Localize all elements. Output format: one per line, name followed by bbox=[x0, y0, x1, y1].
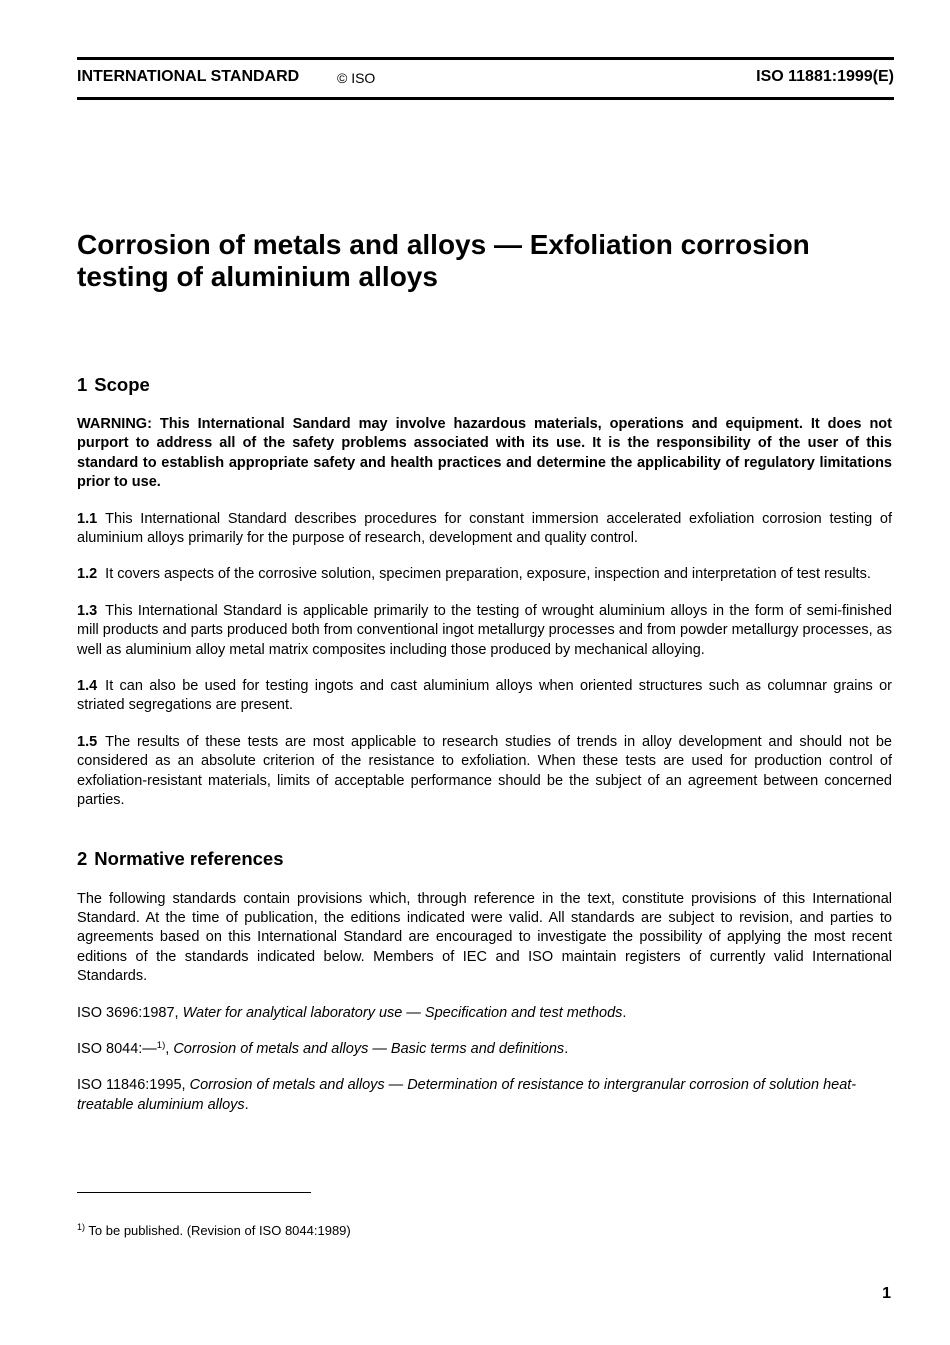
section-number: 2 bbox=[77, 847, 88, 869]
clause-text: The results of these tests are most applicable to research studies of trends in alloy development and should not be considered as an absolute criterion of the resistance to exfoliation. When these tests are used for production control of exfoliation-resistant materials, limits of acceptable performance should be the subject of an agreement between concerned parties. bbox=[77, 733, 892, 809]
clause-1-4 bbox=[77, 677, 892, 716]
clause-number: 1.2 bbox=[77, 566, 98, 583]
clause-number: 1.1 bbox=[77, 510, 98, 527]
clause-number: 1.4 bbox=[77, 678, 98, 695]
reference-iso-3696: ISO 3696:1987, Water for analytical laboratory use — Specification and test methods. bbox=[77, 1004, 627, 1021]
standard-label: INTERNATIONAL STANDARD bbox=[77, 68, 300, 85]
clause-text: This International Standard is applicable primarily to the testing of wrought aluminium alloys in the form of semi-finished mill products and parts produced both from conventional ingot metallurgy processes and from powder metallurgy processes, as well as aluminium alloy metal matrix composites including those produced by mechanical alloying. bbox=[77, 602, 892, 658]
footnote bbox=[77, 1223, 351, 1238]
normative-intro-paragraph: The following standards contain provisions which, through reference in the text, constitute provisions of this International Standard. At the time of publication, the editions indicated were valid. All standards are subject to revision, and parties to agreements based on this International Standard are encouraged to investigate the possibility of applying the most recent editions of the standards indicated below. Members of IEC and ISO maintain registers of currently valid International Standards. bbox=[77, 890, 892, 985]
clause-1-3 bbox=[77, 602, 892, 660]
section-heading-normative-references bbox=[77, 848, 892, 870]
section-number: 1 bbox=[77, 374, 88, 395]
copyright-notice: © ISO bbox=[337, 70, 376, 86]
clause-number: 1.5 bbox=[77, 733, 98, 750]
footnote-number: 1) bbox=[77, 1222, 86, 1232]
page-number: 1 bbox=[882, 1285, 891, 1302]
reference-title: Corrosion of metals and alloys — Determination of resistance to intergranular corrosion of solution heat-treatable aluminium alloys bbox=[77, 1077, 857, 1113]
clause-1-1 bbox=[77, 510, 892, 549]
warning-paragraph: WARNING: This International Sandard may involve hazardous materials, operations and equipment. It does not purport to address all of the safety problems associated with its use. It is the responsibility of the user of this standard to establish appropriate safety and health practices and determine the applicability of regulatory limitations prior to use. bbox=[77, 416, 892, 491]
reference-id: ISO 3696:1987, bbox=[77, 1004, 179, 1021]
clause-1-2 bbox=[77, 565, 892, 584]
reference-title: Water for analytical laboratory use — Specification and test methods bbox=[182, 1004, 623, 1021]
clause-text: This International Standard describes procedures for constant immersion accelerated exfoliation corrosion testing of aluminium alloys primarily for the purpose of research, development and quality control. bbox=[77, 510, 892, 547]
footnote-marker[interactable]: 1) bbox=[156, 1039, 166, 1051]
section-heading-scope bbox=[77, 374, 892, 396]
header-bottom-rule bbox=[77, 97, 894, 100]
reference-id: ISO 11846:1995, bbox=[77, 1077, 186, 1094]
reference-id: ISO 8044:— bbox=[77, 1040, 157, 1057]
section-title: Scope bbox=[94, 374, 150, 395]
clause-text: It can also be used for testing ingots and cast aluminium alloys when oriented structures such as columnar grains or striated segregations are present. bbox=[77, 678, 892, 714]
document-title: Corrosion of metals and alloys — Exfoliation corrosion testing of aluminium alloys bbox=[77, 229, 810, 292]
header-top-rule bbox=[77, 57, 894, 60]
footnote-separator bbox=[77, 1192, 311, 1193]
clause-number: 1.3 bbox=[77, 602, 98, 619]
reference-title: Corrosion of metals and alloys — Basic terms and definitions bbox=[173, 1040, 565, 1057]
reference-iso-8044: ISO 8044:—$^{1)}$, Corrosion of metals and alloys — Basic terms and definitions. bbox=[77, 1039, 569, 1057]
document-body bbox=[77, 374, 892, 1115]
clause-text: It covers aspects of the corrosive solution, specimen preparation, exposure, inspection and interpretation of test results. bbox=[105, 566, 871, 583]
running-header bbox=[77, 68, 894, 90]
section-title: Normative references bbox=[94, 847, 284, 869]
reference-iso-11846: ISO 11846:1995, Corrosion of metals and alloys — Determination of resistance to intergranular corrosion of solution heat-treatable aluminium alloys. bbox=[77, 1077, 857, 1113]
clause-1-5 bbox=[77, 733, 892, 811]
document-number: ISO 11881:1999(E) bbox=[756, 68, 894, 85]
footnote-text: To be published. (Revision of ISO 8044:1989) bbox=[88, 1223, 351, 1238]
